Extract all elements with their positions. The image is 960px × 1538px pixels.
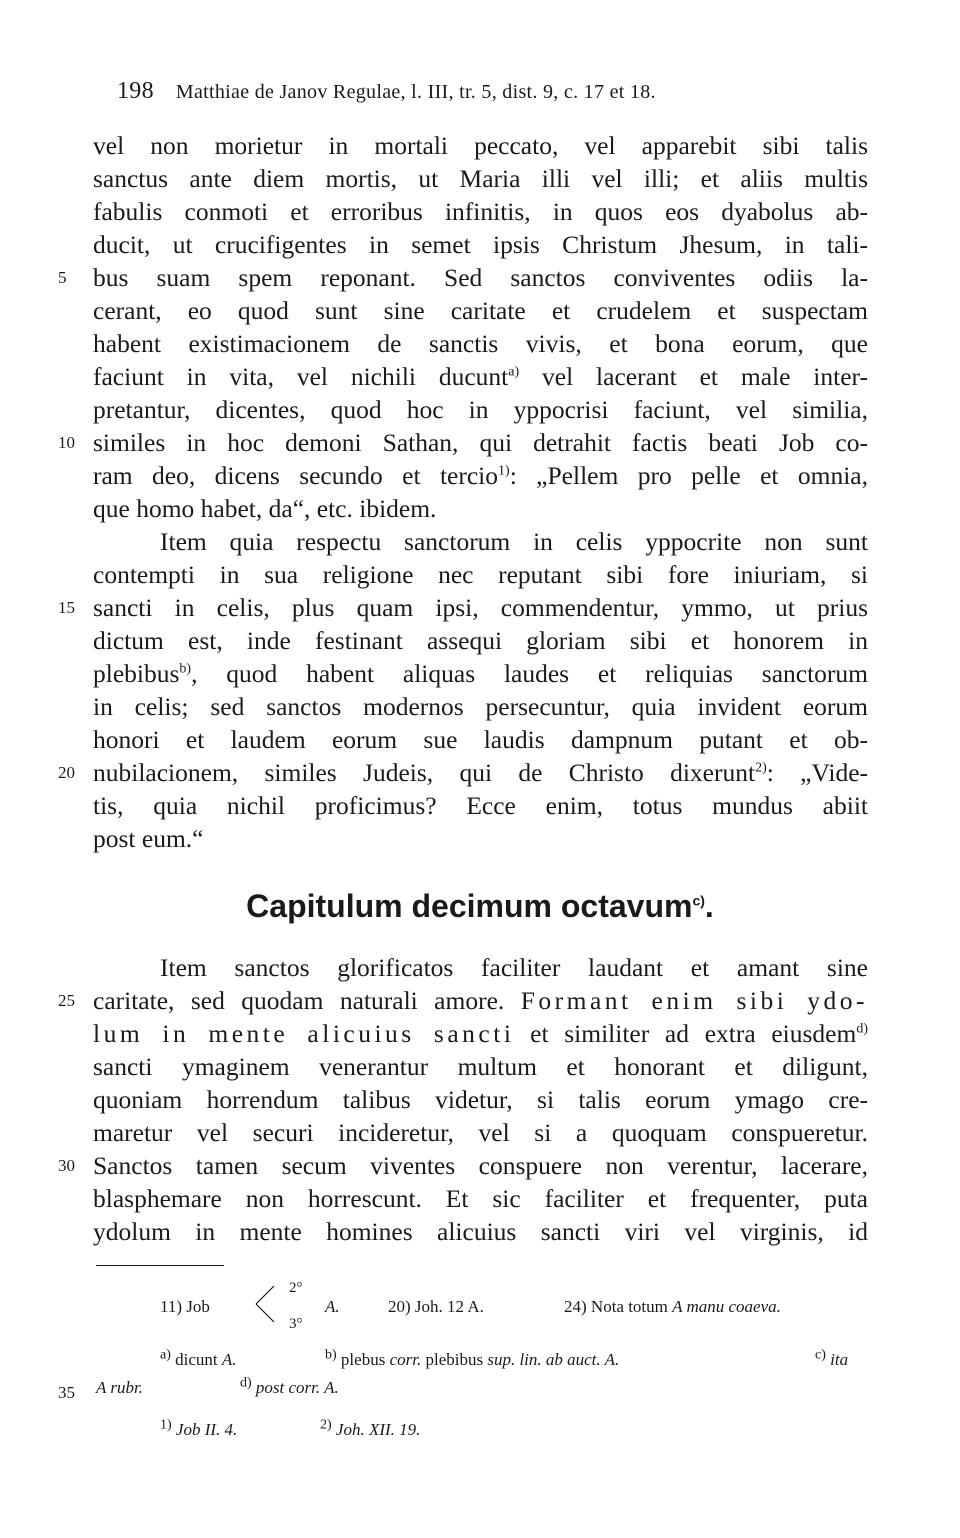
text-segment: plebibus xyxy=(93,659,180,688)
text-line: honori et laudem eorum sue laudis dampnum putant et ob- xyxy=(93,725,868,754)
text-segment: vel lacerant et male inter- xyxy=(519,362,868,391)
text-segment: : „Vide- xyxy=(766,758,868,787)
note-mark: a) xyxy=(508,364,520,380)
text-segment: et similiter ad extra eiusdem xyxy=(514,1019,857,1048)
footnote-11: 11) Job xyxy=(160,1297,210,1316)
text-line: dictum est, inde festinant assequi gloriam sibi et honorem in xyxy=(93,626,868,655)
footnote-c xyxy=(815,1347,849,1370)
footnote-text: dicunt xyxy=(175,1350,222,1369)
note-mark: c) xyxy=(815,1347,826,1363)
text-line: similes in hoc demoni Sathan, qui detrahit factis beati Job co- xyxy=(93,428,868,457)
footnote-italic: ita xyxy=(830,1350,849,1369)
text-line: bus suam spem reponant. Sed sanctos conviventes odiis la- xyxy=(93,263,868,292)
chapter-heading-text: Capitulum decimum octavum xyxy=(246,888,693,924)
footnote-italic: sup. lin. ab auct. A. xyxy=(487,1350,620,1369)
text-line xyxy=(93,1018,868,1050)
footnote-24 xyxy=(564,1297,781,1317)
note-mark: d) xyxy=(240,1375,252,1391)
text-line: que homo habet, da“, etc. ibidem. xyxy=(93,494,437,523)
note-mark: 2) xyxy=(320,1417,332,1433)
note-mark: 1) xyxy=(498,463,510,479)
text-line: in celis; sed sanctos modernos persecuntur, quia invident eorum xyxy=(93,692,868,721)
text-line: habent existimacionem de sanctis vivis, et bona eorum, que xyxy=(93,329,868,358)
text-line: sanctus ante diem mortis, ut Maria illi vel illi; et aliis multis xyxy=(93,164,868,193)
line-number: 15 xyxy=(58,598,75,617)
line-number: 25 xyxy=(58,991,75,1010)
chapter-heading: Capitulum decimum octavum$^{c)}$. xyxy=(246,888,714,924)
footnote-italic: Job II. 4. xyxy=(175,1420,238,1439)
text-line xyxy=(93,361,868,393)
text-line: sancti in celis, plus quam ipsi, commendentur, ymmo, ut prius xyxy=(93,593,868,622)
text-line xyxy=(93,985,868,1017)
text-line: maretur vel securi incideretur, vel si a quoquam conspueretur. xyxy=(93,1118,868,1147)
footnote-text: 24) Nota totum xyxy=(564,1297,673,1316)
footnote-italic: A manu coaeva. xyxy=(672,1297,781,1316)
line-number: 20 xyxy=(58,763,75,782)
line-number: 35 xyxy=(58,1383,75,1402)
text-line: Sanctos tamen secum viventes conspuere non verentur, lacerare, xyxy=(93,1151,868,1180)
text-segment: caritate, sed quodam naturali amore. xyxy=(93,986,521,1015)
text-line: blasphemare non horrescunt. Et sic faciliter et frequenter, puta xyxy=(93,1184,868,1213)
running-header xyxy=(117,78,656,105)
text-line: ducit, ut crucifigentes in semet ipsis Christum Jhesum, in tali- xyxy=(93,230,868,259)
text-line: Item quia respectu sanctorum in celis yppocrite non sunt xyxy=(160,527,868,556)
footnote-ref-2 xyxy=(320,1417,421,1440)
footnote-italic: Joh. XII. 19. xyxy=(335,1420,421,1439)
footnote-italic: post corr. A. xyxy=(255,1378,339,1397)
line-number: 5 xyxy=(58,268,67,287)
note-mark: b) xyxy=(179,661,192,677)
line-number: 30 xyxy=(58,1156,75,1175)
footnote-text: plebus xyxy=(340,1350,390,1369)
spaced-text: Formant enim sibi ydo- xyxy=(520,986,868,1015)
footnote-rule xyxy=(96,1265,224,1266)
text-line: fabulis conmoti et erroribus infinitis, in quos eos dyabolus ab- xyxy=(93,197,868,226)
text-line: contempti in sua religione nec reputant sibi fore iniuriam, si xyxy=(93,560,868,589)
note-mark: a) xyxy=(160,1347,171,1363)
footnote-italic: corr. xyxy=(389,1350,422,1369)
footnote-italic: A. xyxy=(221,1350,237,1369)
footnote-d xyxy=(240,1375,339,1398)
text-segment: : „Pellem pro pelle et omnia, xyxy=(509,461,868,490)
text-line: post eum.“ xyxy=(93,824,204,853)
footnote-italic: A rubr. xyxy=(96,1378,143,1397)
spaced-text: lum in mente alicuius sancti xyxy=(93,1019,515,1048)
text-line: ydolum in mente homines alicuius sancti viri vel virginis, id xyxy=(93,1217,868,1246)
page-number: 198 xyxy=(117,78,154,104)
variant-top: 2° xyxy=(289,1280,303,1296)
text-line: sancti ymaginem venerantur multum et honorant et diligunt, xyxy=(93,1052,868,1081)
text-line: cerant, eo quod sunt sine caritate et crudelem et suspectam xyxy=(93,296,868,325)
running-title: Matthiae de Janov Regulae, l. III, tr. 5, dist. 9, c. 17 et 18. xyxy=(175,81,656,103)
text-segment: nubilacionem, similes Judeis, qui de Christo dixerunt xyxy=(93,758,756,787)
text-segment: faciunt in vita, vel nichili ducunt xyxy=(93,362,509,391)
footnote-ref-1 xyxy=(160,1417,238,1440)
note-mark: d) xyxy=(856,1021,869,1037)
footnote-a xyxy=(160,1347,237,1370)
footnote-20: 20) Joh. 12 A. xyxy=(388,1297,484,1316)
text-segment: ram deo, dicens secundo et tercio xyxy=(93,461,499,490)
note-mark: 2) xyxy=(755,760,767,776)
note-mark: 1) xyxy=(160,1417,172,1433)
bracket-icon xyxy=(252,1282,280,1326)
note-mark: b) xyxy=(325,1347,337,1363)
text-line: pretantur, dicentes, quod hoc in yppocrisi faciunt, vel similia, xyxy=(93,395,868,424)
text-line xyxy=(93,658,868,690)
text-line xyxy=(93,757,868,789)
variant-bottom: 3° xyxy=(289,1316,303,1332)
text-segment: , quod habent aliquas laudes et reliquias sanctorum xyxy=(191,659,868,688)
text-line xyxy=(93,460,868,492)
footnote-c-cont xyxy=(96,1378,143,1398)
text-line: Item sanctos glorificatos faciliter laudant et amant sine xyxy=(160,953,868,982)
text-line: tis, quia nichil proficimus? Ecce enim, totus mundus abiit xyxy=(93,791,868,820)
text-line: vel non morietur in mortali peccato, vel apparebit sibi talis xyxy=(93,131,868,160)
footnote-source: A. xyxy=(325,1297,340,1316)
text-line: quoniam horrendum talibus videtur, si talis eorum ymago cre- xyxy=(93,1085,868,1114)
note-mark: c) xyxy=(692,892,705,909)
footnote-b xyxy=(325,1347,620,1370)
footnote-text: plebibus xyxy=(421,1350,488,1369)
line-number: 10 xyxy=(58,433,75,452)
